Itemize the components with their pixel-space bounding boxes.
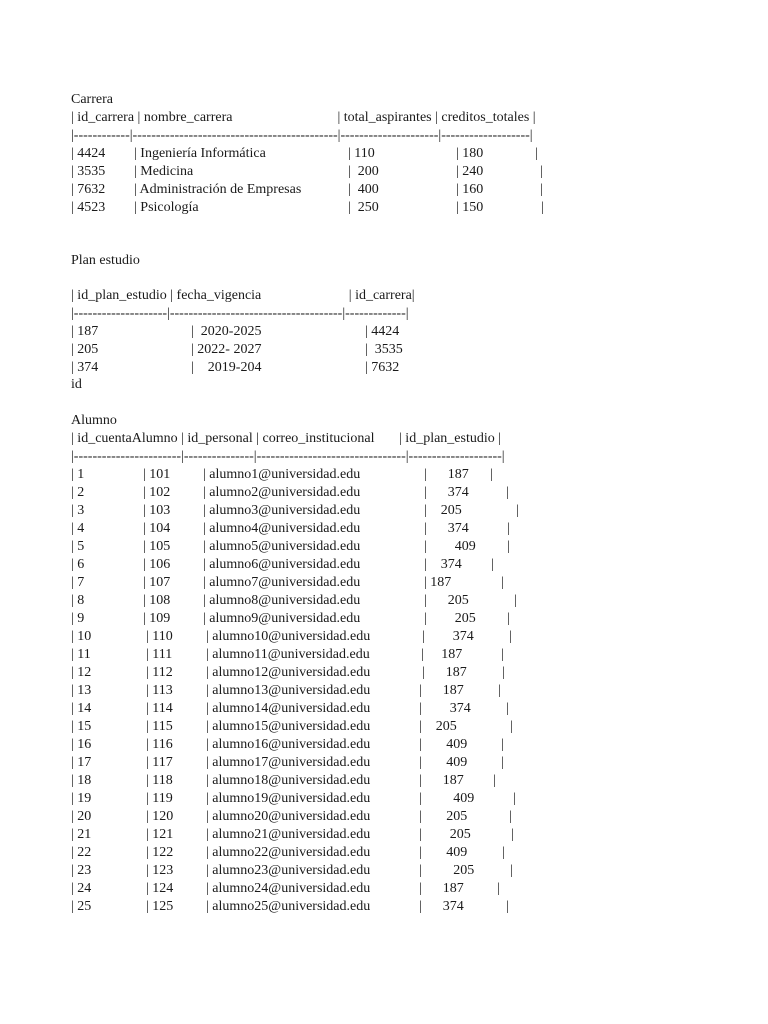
alumno-cell-end: | [507, 611, 510, 626]
alumno-row [0, 700, 768, 718]
alumno-separator: |-----------------------|---------------|--------------------------------|--------------------| [71, 449, 505, 464]
alumno-cell-c: | 20 [71, 809, 92, 824]
carrera-cell-nombre: | Medicina [134, 164, 194, 179]
plan-estudio-separator: |--------------------|-------------------------------------|-------------| [71, 306, 409, 321]
alumno-cell-pl: | 409 [419, 845, 468, 860]
alumno-cell-p: | 116 [146, 737, 173, 752]
alumno-cell-end: | [493, 773, 496, 788]
alumno-row [0, 484, 768, 502]
carrera-cell-total: | 250 [348, 200, 379, 215]
alumno-cell-e: | alumno18@universidad.edu [206, 773, 371, 788]
alumno-cell-c: | 12 [71, 665, 92, 680]
alumno-cell-p: | 122 [146, 845, 174, 860]
plan_estudio-cell-fecha: | 2020-2025 [191, 324, 262, 339]
alumno-cell-e: | alumno5@universidad.edu [203, 539, 361, 554]
alumno-cell-pl: | 187 [421, 647, 463, 662]
carrera-cell-end: | [540, 182, 543, 197]
carrera-cell-total: | 400 [348, 182, 379, 197]
alumno-cell-e: | alumno2@universidad.edu [203, 485, 361, 500]
alumno-row [0, 772, 768, 790]
alumno-cell-e: | alumno20@universidad.edu [206, 809, 371, 824]
plan_estudio-row [0, 341, 768, 359]
alumno-cell-p: | 111 [146, 647, 173, 662]
alumno-cell-end: | [511, 827, 514, 842]
alumno-cell-pl: | 409 [419, 755, 468, 770]
carrera-cell-creditos: | 240 [456, 164, 484, 179]
plan_estudio-cell-id: | 187 [71, 324, 99, 339]
alumno-cell-end: | [501, 755, 504, 770]
alumno-cell-e: | alumno16@universidad.edu [206, 737, 371, 752]
alumno-cell-e: | alumno4@universidad.edu [203, 521, 361, 536]
alumno-cell-e: | alumno21@universidad.edu [206, 827, 371, 842]
alumno-cell-c: | 16 [71, 737, 92, 752]
alumno-cell-pl: | 205 [419, 863, 475, 878]
alumno-cell-p: | 101 [143, 467, 171, 482]
alumno-row [0, 898, 768, 916]
alumno-cell-e: | alumno22@universidad.edu [206, 845, 371, 860]
alumno-title: Alumno [71, 413, 117, 428]
carrera-cell-id: | 3535 [71, 164, 106, 179]
carrera-cell-end: | [541, 200, 544, 215]
carrera-cell-nombre: | Ingeniería Informática [134, 146, 266, 161]
alumno-cell-c: | 13 [71, 683, 92, 698]
alumno-cell-end: | [510, 719, 513, 734]
alumno-cell-p: | 124 [146, 881, 174, 896]
alumno-cell-pl: | 374 [424, 485, 469, 500]
alumno-cell-pl: | 409 [419, 791, 475, 806]
alumno-cell-p: | 118 [146, 773, 173, 788]
carrera-separator: |------------|--------------------------------------------|---------------------|-------------------| [71, 128, 533, 143]
alumno-cell-p: | 105 [143, 539, 171, 554]
alumno-row [0, 754, 768, 772]
plan-estudio-title: Plan estudio [71, 253, 140, 268]
alumno-cell-e: | alumno3@universidad.edu [203, 503, 361, 518]
alumno-cell-e: | alumno23@universidad.edu [206, 863, 371, 878]
alumno-cell-c: | 2 [71, 485, 85, 500]
alumno-cell-p: | 104 [143, 521, 171, 536]
carrera-cell-end: | [540, 164, 543, 179]
alumno-row [0, 502, 768, 520]
alumno-cell-e: | alumno25@universidad.edu [206, 899, 371, 914]
alumno-cell-p: | 121 [146, 827, 174, 842]
alumno-row [0, 574, 768, 592]
alumno-cell-e: | alumno19@universidad.edu [206, 791, 371, 806]
alumno-cell-e: | alumno24@universidad.edu [206, 881, 371, 896]
carrera-cell-id: | 4523 [71, 200, 106, 215]
alumno-cell-end: | [501, 575, 504, 590]
alumno-cell-c: | 18 [71, 773, 92, 788]
alumno-row [0, 592, 768, 610]
alumno-cell-e: | alumno1@universidad.edu [203, 467, 361, 482]
alumno-row [0, 880, 768, 898]
alumno-header: | id_cuentaAlumno | id_personal | correo_institucional | id_plan_estudio | [71, 431, 502, 446]
alumno-cell-pl: | 205 [424, 503, 462, 518]
alumno-cell-end: | [506, 485, 509, 500]
carrera-cell-creditos: | 180 [456, 146, 484, 161]
plan_estudio-cell-fecha: | 2022- 2027 [191, 342, 262, 357]
alumno-cell-p: | 107 [143, 575, 171, 590]
alumno-cell-end: | [502, 845, 505, 860]
plan_estudio-row [0, 359, 768, 377]
alumno-row [0, 844, 768, 862]
carrera-row [0, 163, 768, 181]
alumno-row [0, 862, 768, 880]
alumno-cell-end: | [513, 791, 516, 806]
alumno-cell-p: | 108 [143, 593, 171, 608]
alumno-cell-end: | [509, 629, 512, 644]
alumno-cell-e: | alumno17@universidad.edu [206, 755, 371, 770]
carrera-cell-total: | 110 [348, 146, 375, 161]
carrera-cell-creditos: | 160 [456, 182, 484, 197]
alumno-cell-end: | [491, 557, 494, 572]
alumno-cell-c: | 11 [71, 647, 91, 662]
carrera-row [0, 145, 768, 163]
carrera-row [0, 199, 768, 217]
alumno-cell-pl: | 374 [424, 557, 462, 572]
alumno-cell-c: | 5 [71, 539, 85, 554]
alumno-row [0, 610, 768, 628]
alumno-cell-end: | [507, 539, 510, 554]
alumno-cell-pl: | 187 [419, 773, 464, 788]
alumno-cell-pl: | 409 [424, 539, 476, 554]
carrera-cell-creditos: | 150 [456, 200, 484, 215]
alumno-cell-p: | 125 [146, 899, 174, 914]
alumno-cell-c: | 7 [71, 575, 85, 590]
plan_estudio-cell-id: | 205 [71, 342, 99, 357]
carrera-header: | id_carrera | nombre_carrera | total_aspirantes | creditos_totales | [71, 110, 536, 125]
alumno-row [0, 808, 768, 826]
alumno-cell-end: | [501, 647, 504, 662]
alumno-row [0, 628, 768, 646]
alumno-row [0, 682, 768, 700]
alumno-cell-c: | 1 [71, 467, 85, 482]
alumno-cell-c: | 24 [71, 881, 92, 896]
alumno-row [0, 466, 768, 484]
alumno-cell-pl: | 205 [419, 827, 471, 842]
alumno-row [0, 520, 768, 538]
alumno-cell-pl: | 205 [424, 611, 476, 626]
alumno-cell-p: | 119 [146, 791, 173, 806]
plan_estudio-cell-carrera: | 7632 [365, 360, 400, 375]
alumno-cell-e: | alumno12@universidad.edu [206, 665, 371, 680]
alumno-cell-p: | 110 [146, 629, 173, 644]
alumno-cell-e: | alumno14@universidad.edu [206, 701, 371, 716]
alumno-cell-end: | [490, 467, 493, 482]
alumno-cell-p: | 112 [146, 665, 173, 680]
alumno-cell-e: | alumno11@universidad.edu [206, 647, 370, 662]
alumno-cell-end: | [502, 665, 505, 680]
alumno-row [0, 556, 768, 574]
alumno-cell-pl: | 187 [419, 683, 464, 698]
alumno-cell-p: | 114 [146, 701, 173, 716]
alumno-cell-end: | [516, 503, 519, 518]
alumno-cell-c: | 6 [71, 557, 85, 572]
carrera-cell-nombre: | Administración de Empresas [134, 182, 302, 197]
plan-estudio-header: | id_plan_estudio | fecha_vigencia | id_carrera| [71, 288, 415, 303]
alumno-row [0, 538, 768, 556]
alumno-cell-end: | [506, 899, 509, 914]
alumno-cell-c: | 17 [71, 755, 92, 770]
alumno-cell-e: | alumno8@universidad.edu [203, 593, 361, 608]
plan-estudio-trailing: id [71, 377, 82, 392]
alumno-cell-p: | 115 [146, 719, 173, 734]
alumno-cell-c: | 23 [71, 863, 92, 878]
carrera-cell-nombre: | Psicología [134, 200, 199, 215]
carrera-cell-id: | 7632 [71, 182, 106, 197]
plan_estudio-cell-carrera: | 3535 [365, 342, 403, 357]
alumno-cell-pl: | 374 [424, 521, 469, 536]
alumno-cell-pl: | 205 [424, 593, 469, 608]
alumno-cell-p: | 123 [146, 863, 174, 878]
alumno-cell-end: | [506, 701, 509, 716]
carrera-cell-id: | 4424 [71, 146, 106, 161]
alumno-cell-c: | 15 [71, 719, 92, 734]
alumno-cell-c: | 10 [71, 629, 92, 644]
alumno-cell-end: | [501, 737, 504, 752]
alumno-cell-end: | [498, 683, 501, 698]
alumno-cell-e: | alumno13@universidad.edu [206, 683, 371, 698]
alumno-cell-c: | 3 [71, 503, 85, 518]
alumno-cell-pl: | 187 [424, 467, 469, 482]
alumno-row [0, 664, 768, 682]
alumno-cell-p: | 113 [146, 683, 173, 698]
alumno-cell-pl: | 409 [419, 737, 468, 752]
alumno-row [0, 790, 768, 808]
alumno-cell-c: | 4 [71, 521, 85, 536]
alumno-cell-pl: | 374 [419, 899, 464, 914]
alumno-cell-c: | 21 [71, 827, 92, 842]
plan_estudio-row [0, 323, 768, 341]
carrera-title: Carrera [71, 92, 113, 107]
alumno-cell-end: | [514, 593, 517, 608]
alumno-cell-p: | 120 [146, 809, 174, 824]
alumno-row [0, 826, 768, 844]
alumno-cell-pl: | 374 [419, 701, 471, 716]
carrera-cell-end: | [535, 146, 538, 161]
alumno-cell-pl: | 205 [419, 809, 468, 824]
alumno-cell-end: | [497, 881, 500, 896]
plan_estudio-cell-fecha: | 2019-204 [191, 360, 262, 375]
carrera-row [0, 181, 768, 199]
alumno-cell-pl: | 187 [424, 575, 452, 590]
alumno-cell-end: | [509, 809, 512, 824]
alumno-cell-c: | 8 [71, 593, 85, 608]
alumno-cell-p: | 109 [143, 611, 171, 626]
alumno-cell-pl: | 187 [422, 665, 467, 680]
plan_estudio-cell-carrera: | 4424 [365, 324, 400, 339]
alumno-cell-c: | 9 [71, 611, 85, 626]
alumno-cell-pl: | 205 [419, 719, 457, 734]
alumno-cell-end: | [507, 521, 510, 536]
alumno-cell-p: | 102 [143, 485, 171, 500]
carrera-cell-total: | 200 [348, 164, 379, 179]
alumno-cell-e: | alumno7@universidad.edu [203, 575, 361, 590]
alumno-row [0, 736, 768, 754]
alumno-cell-c: | 14 [71, 701, 92, 716]
alumno-row [0, 646, 768, 664]
alumno-cell-pl: | 374 [422, 629, 474, 644]
alumno-row [0, 718, 768, 736]
alumno-cell-e: | alumno9@universidad.edu [203, 611, 361, 626]
alumno-cell-pl: | 187 [419, 881, 464, 896]
alumno-cell-p: | 103 [143, 503, 171, 518]
alumno-cell-p: | 117 [146, 755, 173, 770]
alumno-cell-c: | 19 [71, 791, 92, 806]
alumno-cell-p: | 106 [143, 557, 171, 572]
alumno-cell-c: | 22 [71, 845, 92, 860]
alumno-cell-e: | alumno6@universidad.edu [203, 557, 361, 572]
alumno-cell-end: | [510, 863, 513, 878]
alumno-cell-c: | 25 [71, 899, 92, 914]
alumno-cell-e: | alumno15@universidad.edu [206, 719, 371, 734]
plan_estudio-cell-id: | 374 [71, 360, 99, 375]
alumno-cell-e: | alumno10@universidad.edu [206, 629, 371, 644]
